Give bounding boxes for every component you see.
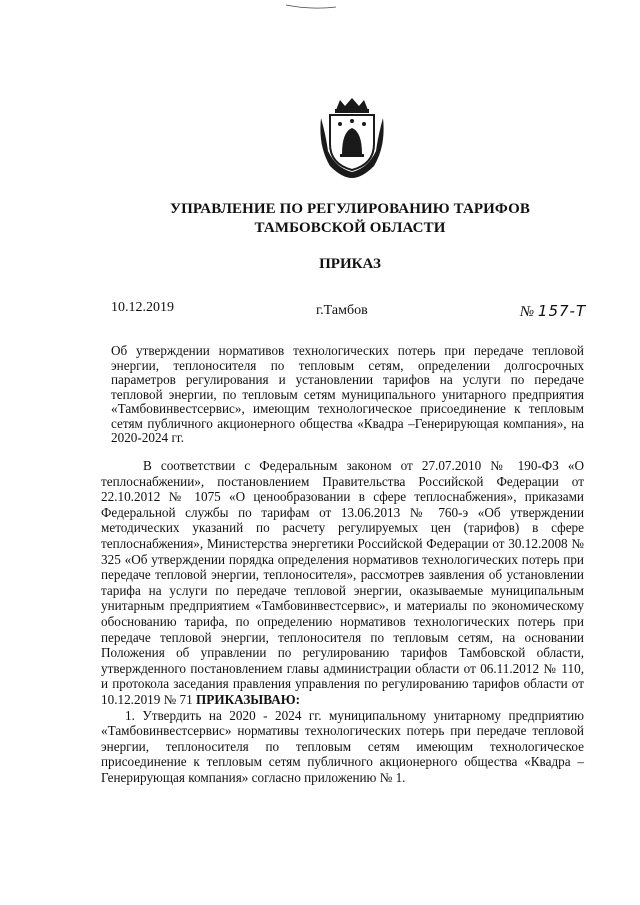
- document-type: ПРИКАЗ: [319, 256, 381, 272]
- organization-name-line-1: УПРАВЛЕНИЕ ПО РЕГУЛИРОВАНИЮ ТАРИФОВ: [170, 201, 530, 217]
- order-city: г.Тамбов: [316, 303, 368, 318]
- scan-artifact-mark: [285, 4, 337, 10]
- order-keyword: ПРИКАЗЫВАЮ:: [196, 691, 300, 707]
- order-number-prefix: №: [520, 304, 535, 320]
- order-number-handwritten: 157-Т: [537, 302, 587, 320]
- order-item-1: 1. Утвердить на 2020 - 2024 гг. муниципальному унитарному предприятию «Тамбовинвестсервис» нормативы технологических потерь при передаче тепловой энергии, теплоносителя по тепловым сетям имеющим технологическое присоединение к тепловым сетям публичного акционерного общества «Квадра –Генерирующая компания» согласно приложению № 1.: [101, 707, 584, 785]
- organization-name-line-2: ТАМБОВСКОЙ ОБЛАСТИ: [254, 220, 446, 236]
- preamble-paragraph: [101, 458, 584, 708]
- tambov-coat-of-arms-icon: [318, 96, 386, 180]
- order-date: 10.12.2019: [111, 300, 174, 315]
- order-number: [520, 302, 586, 321]
- preamble-text: В соответствии с Федеральным законом от 27.07.2010 № 190-ФЗ «О теплоснабжении», постановлением Правительства Российской Федерации от 22.10.2012 № 1075 «О ценообразовании в сфере теплоснабжения», приказами Федеральной службы по тарифам от 13.06.2013 № 760-э «Об утверждении методических указаний по расчету регулируемых цен (тарифов) в сфере теплоснабжения», Министерства энергетики Российской Федерации от 30.12.2008 № 325 «Об утверждении порядка определения нормативов технологических потерь при передаче тепловой энергии, теплоносителя», рассмотрев заявления об установлении тарифа на услуги по передаче тепловой энергии, оказываемые муниципальным унитарным предприятием «Тамбовинвестсервис», и материалы по экономическому обоснованию тарифа, по определению нормативов технологических потерь при передаче тепловой энергии, теплоносителя по тепловым сетям, на основании Положения об управлении по регулированию тарифов Тамбовской области, утвержденного постановлением главы администрации области от 06.11.2012 № 110, и протокола заседания правления управления по регулированию тарифов области от 10.12.2019 № 71: [101, 458, 584, 707]
- order-body: [101, 458, 584, 785]
- organization-name: [110, 200, 590, 238]
- order-subject: Об утверждении нормативов технологических потерь при передаче тепловой энергии, теплоносителя по тепловым сетям, определении долгосрочных параметров регулирования и установлении тарифов на услуги по передаче тепловой энергии, по тепловым сетям муниципального унитарного предприятия «Тамбовинвестсервис», имеющим технологическое присоединение к тепловым сетям публичного акционерного общества «Квадра –Генерирующая компания», на 2020-2024 гг.: [111, 343, 584, 445]
